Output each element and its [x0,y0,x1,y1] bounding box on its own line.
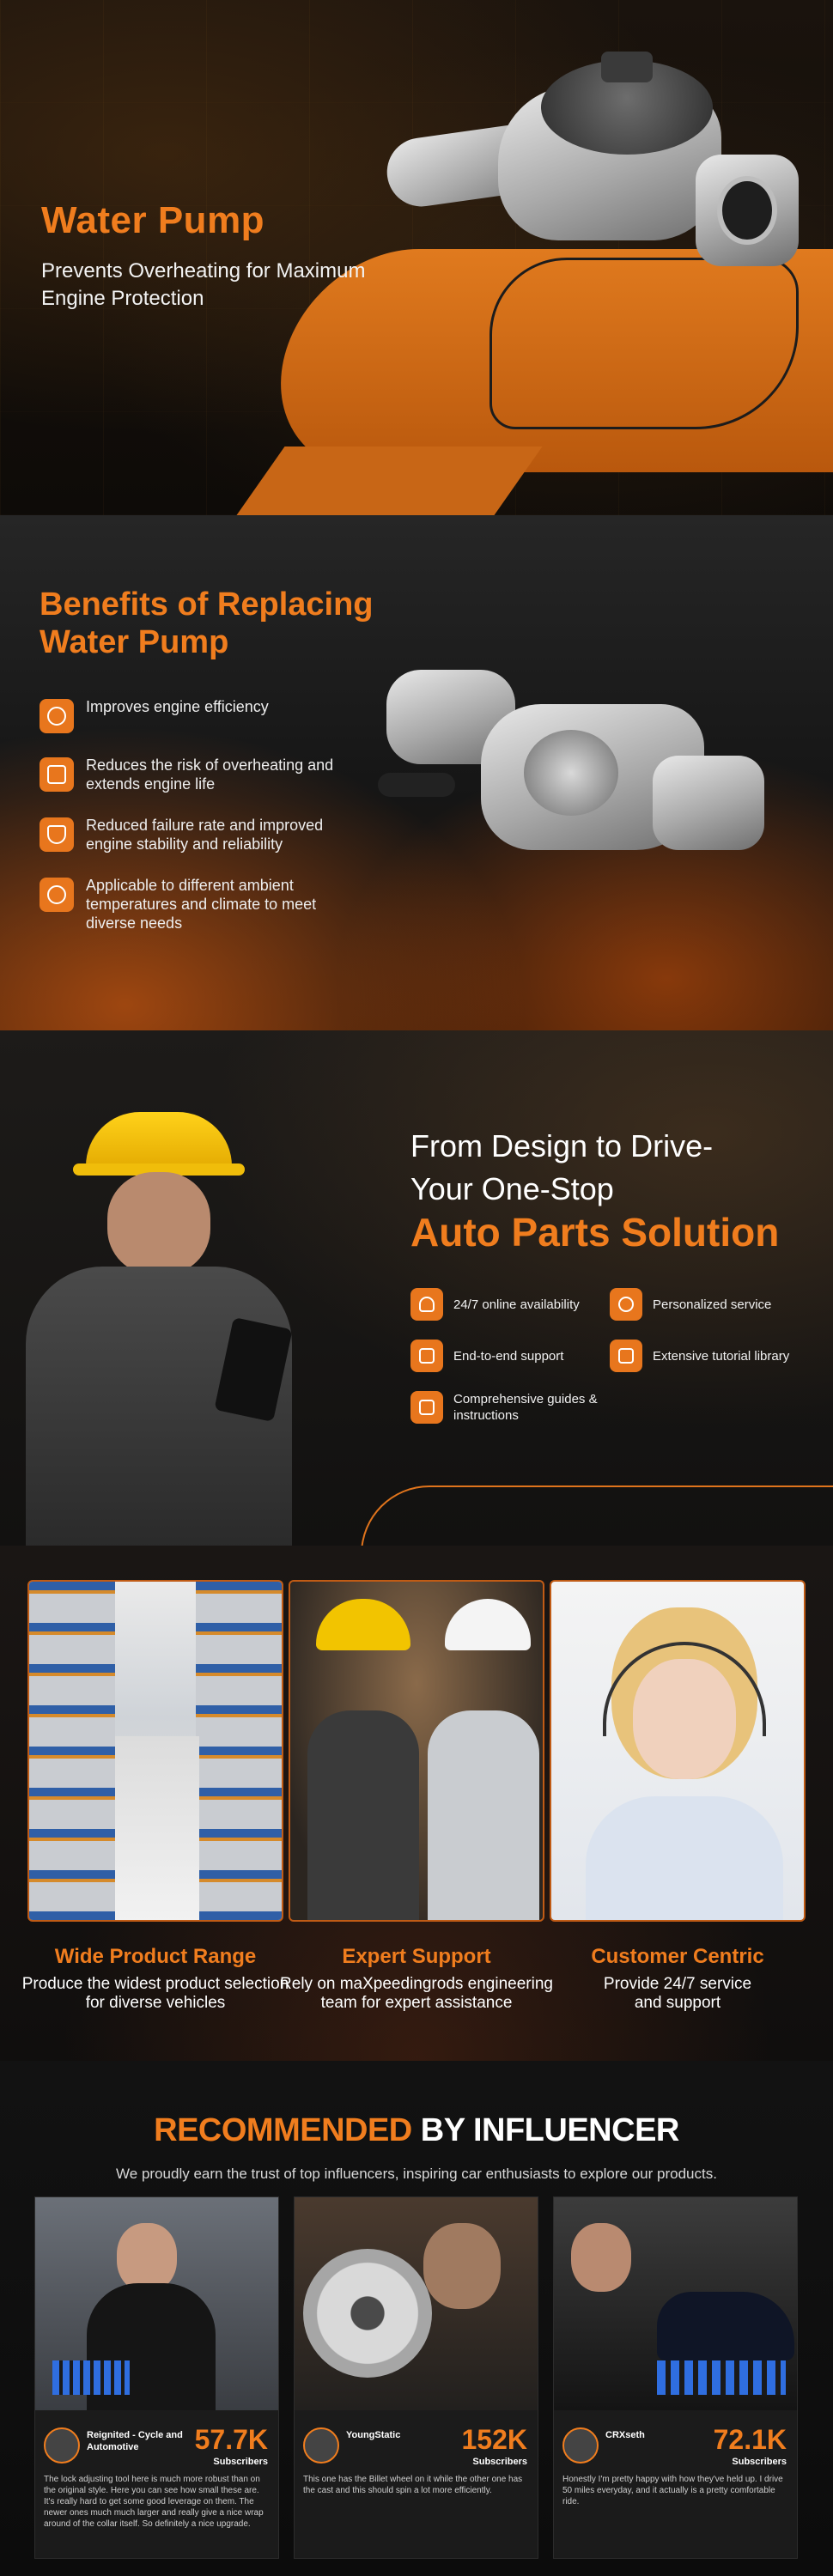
water-pump-image [369,52,816,292]
benefits-section [0,515,833,1030]
influencer-subtitle: We proudly earn the trust of top influencers, inspiring car enthusiasts to explore our products. [116,2166,717,2182]
benefit-text: Applicable to different ambient temperatures and climate to meet diverse needs [86,877,317,932]
subscriber-label: Subscribers [472,2457,527,2467]
influencer-title-accent: RECOMMENDED [154,2112,412,2148]
feature-text: Comprehensive guides & instructions [453,1392,598,1423]
feature-text: 24/7 online availability [453,1297,580,1312]
influencer-name: YoungStatic [346,2430,401,2440]
design-section [0,1030,833,1546]
headset-icon [410,1288,443,1321]
benefit-text: Improves engine efficiency [86,698,269,715]
feature-item [410,1391,599,1424]
hero-orange-stripe [230,447,542,515]
design-heading-line2: Your One-Stop [410,1171,614,1206]
influencer-quote: This one has the Billet wheel on it while the other one has the cast and this should spin a lot more efficiently. [303,2475,523,2495]
benefit-item [40,756,357,793]
feature-item [610,1288,771,1321]
engine-icon [40,757,74,792]
video-icon [610,1340,642,1372]
benefit-text: Reduced failure rate and improved engine stability and reliability [86,817,324,853]
benefit-item [40,816,357,854]
influencer-title-rest: BY INFLUENCER [411,2112,679,2148]
shield-check-icon [40,817,74,852]
influencer-title [0,2112,833,2149]
checklist-icon [410,1391,443,1424]
engine-gauge-icon [40,699,74,733]
customer-service-image [550,1580,806,1922]
card-title: Expert Support [342,1945,491,1968]
influencer-card[interactable] [553,2196,798,2559]
benefits-title-line2: Water Pump [40,624,229,660]
design-accent-heading: Auto Parts Solution [410,1210,780,1255]
benefits-list [40,697,357,955]
card-description: Rely on maXpeedingrods engineering team for expert assistance [280,1975,553,2012]
hero-section [0,0,833,515]
subscriber-count: 152K [461,2424,527,2455]
card-description: Provide 24/7 service and support [603,1975,752,2012]
influencer-quote: The lock adjusting tool here is much more robust than on the original style. Here you can see how small these are. It's really hard to get some good leverage on them. The newer ones much much larger and really give a nice wrap around of the collar itself. So definitely a nice upgrade. [44,2475,264,2529]
influencer-avatar [303,2427,339,2464]
subscriber-count: 57.7K [194,2424,268,2455]
warehouse-image [27,1580,283,1922]
feature-item [610,1340,789,1372]
influencer-name: CRXseth [605,2430,645,2440]
card-description: Produce the widest product selection for diverse vehicles [21,1975,289,2012]
influencer-card[interactable] [294,2196,538,2559]
benefit-text: Reduces the risk of overheating and extends engine life [86,756,334,793]
benefits-title-line1: Benefits of Replacing [40,586,374,623]
subscriber-label: Subscribers [213,2457,268,2467]
influencer-avatar [562,2427,599,2464]
worker-image [26,1065,309,1546]
hero-title: Water Pump [41,199,265,241]
card-title: Wide Product Range [54,1945,257,1968]
benefit-item [40,697,357,733]
influencer-name: Reignited - Cycle and Automotive [87,2430,183,2452]
feature-text: Personalized service [653,1297,772,1312]
feature-text: Extensive tutorial library [653,1348,790,1364]
influencer-quote: Honestly I'm pretty happy with how they've held up. I drive 50 miles everyday, and it actually is a pretty comfortable ride. [562,2475,783,2506]
influencer-video-thumbnail[interactable] [554,2197,797,2410]
benefit-item [40,876,357,933]
orange-accent-line [361,1485,833,1546]
value-cards-section [0,1546,833,2061]
influencer-section [0,2061,833,2576]
design-heading-line1: From Design to Drive- [410,1128,714,1163]
influencer-avatar [44,2427,80,2464]
influencer-video-thumbnail[interactable] [35,2197,278,2410]
benefits-title [40,586,374,661]
power-icon [40,878,74,912]
influencer-card[interactable] [34,2196,279,2559]
card-title: Customer Centric [591,1945,764,1968]
influencer-video-thumbnail[interactable] [295,2197,538,2410]
feature-item [410,1288,580,1321]
subscriber-count: 72.1K [713,2424,787,2455]
hero-subtitle: Prevents Overheating for Maximum Engine Protection [41,259,366,310]
star-icon [610,1288,642,1321]
feature-text: End-to-end support [453,1348,564,1364]
water-pump-side-image [378,635,773,893]
document-icon [410,1340,443,1372]
engineers-image [289,1580,544,1922]
design-heading [410,1125,713,1211]
subscriber-label: Subscribers [732,2457,787,2467]
feature-item [410,1340,563,1372]
